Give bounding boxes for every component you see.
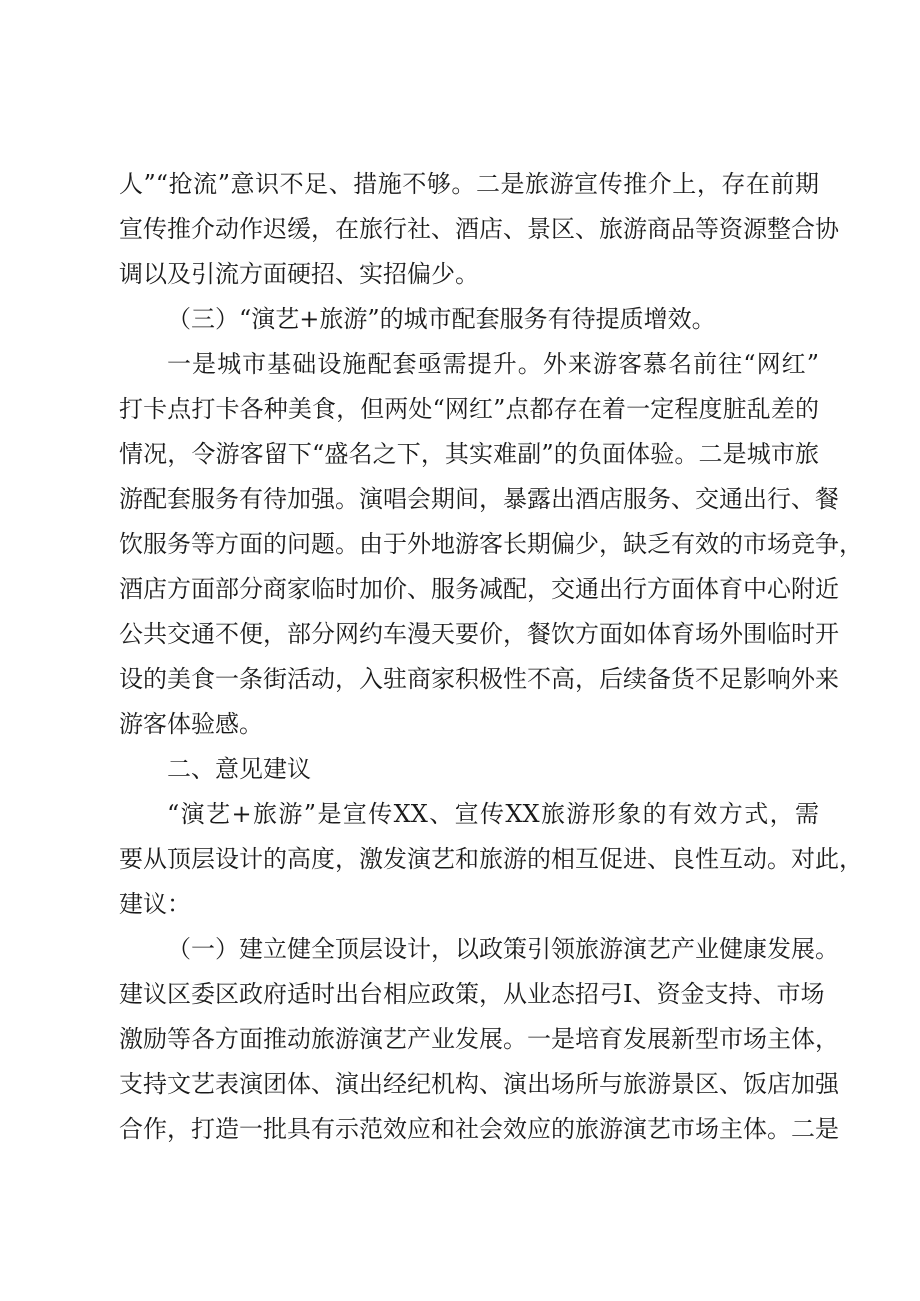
paragraph-line: 打卡点打卡各种美食，但两处“网红”点都存在着一定程度脏乱差的 bbox=[119, 395, 819, 423]
paragraph-line: 合作，打造一批具有示范效应和社会效应的旅游演艺市场主体。二是 bbox=[119, 1115, 839, 1143]
paragraph-line: 支持文艺表演团体、演出经纪机构、演出场所与旅游景区、饭店加强 bbox=[119, 1070, 839, 1098]
paragraph-line: 游客体验感。 bbox=[119, 710, 263, 738]
paragraph-line: 一是城市基础设施配套亟需提升。外来游客慕名前往“网红” bbox=[167, 350, 819, 378]
paragraph-line: 建议区委区政府适时出台相应政策，从业态招弓I、资金支持、市场 bbox=[119, 980, 825, 1008]
paragraph-line: 饮服务等方面的问题。由于外地游客长期偏少，缺乏有效的市场竞争， bbox=[119, 530, 863, 558]
paragraph-line: 情况，令游客留下“盛名之下，其实难副”的负面体验。二是城市旅 bbox=[119, 440, 819, 468]
paragraph-line: 调以及引流方面硬招、实招偏少。 bbox=[119, 260, 479, 288]
subsection-heading: （一）建立健全顶层设计，以政策引领旅游演艺产业健康发展。 bbox=[167, 935, 839, 963]
paragraph-line: 建议： bbox=[119, 890, 191, 918]
paragraph-line: 酒店方面部分商家临时加价、服务减配，交通出行方面体育中心附近 bbox=[119, 575, 839, 603]
paragraph-line: 人”“抢流”意识不足、措施不够。二是旅游宣传推介上，存在前期 bbox=[119, 170, 819, 198]
paragraph-line: 游配套服务有待加强。演唱会期间，暴露出酒店服务、交通出行、餐 bbox=[119, 485, 839, 513]
section-heading: （三）“演艺+旅游”的城市配套服务有待提质增效。 bbox=[167, 305, 716, 333]
paragraph-line: “演艺+旅游”是宣传XX、宣传XX旅游形象的有效方式，需 bbox=[167, 800, 819, 828]
section-heading: 二、意见建议 bbox=[167, 755, 311, 783]
paragraph-line: 要从顶层设计的高度，激发演艺和旅游的相互促进、良性互动。对此， bbox=[119, 845, 863, 873]
paragraph-line: 设的美食一条街活动，入驻商家积极性不高，后续备货不足影响外来 bbox=[119, 665, 839, 693]
paragraph-line: 公共交通不便，部分网约车漫天要价，餐饮方面如体育场外围临时开 bbox=[119, 620, 839, 648]
paragraph-line: 宣传推介动作迟缓，在旅行社、酒店、景区、旅游商品等资源整合协 bbox=[119, 215, 839, 243]
paragraph-line: 激励等各方面推动旅游演艺产业发展。一是培育发展新型市场主体， bbox=[119, 1025, 839, 1053]
